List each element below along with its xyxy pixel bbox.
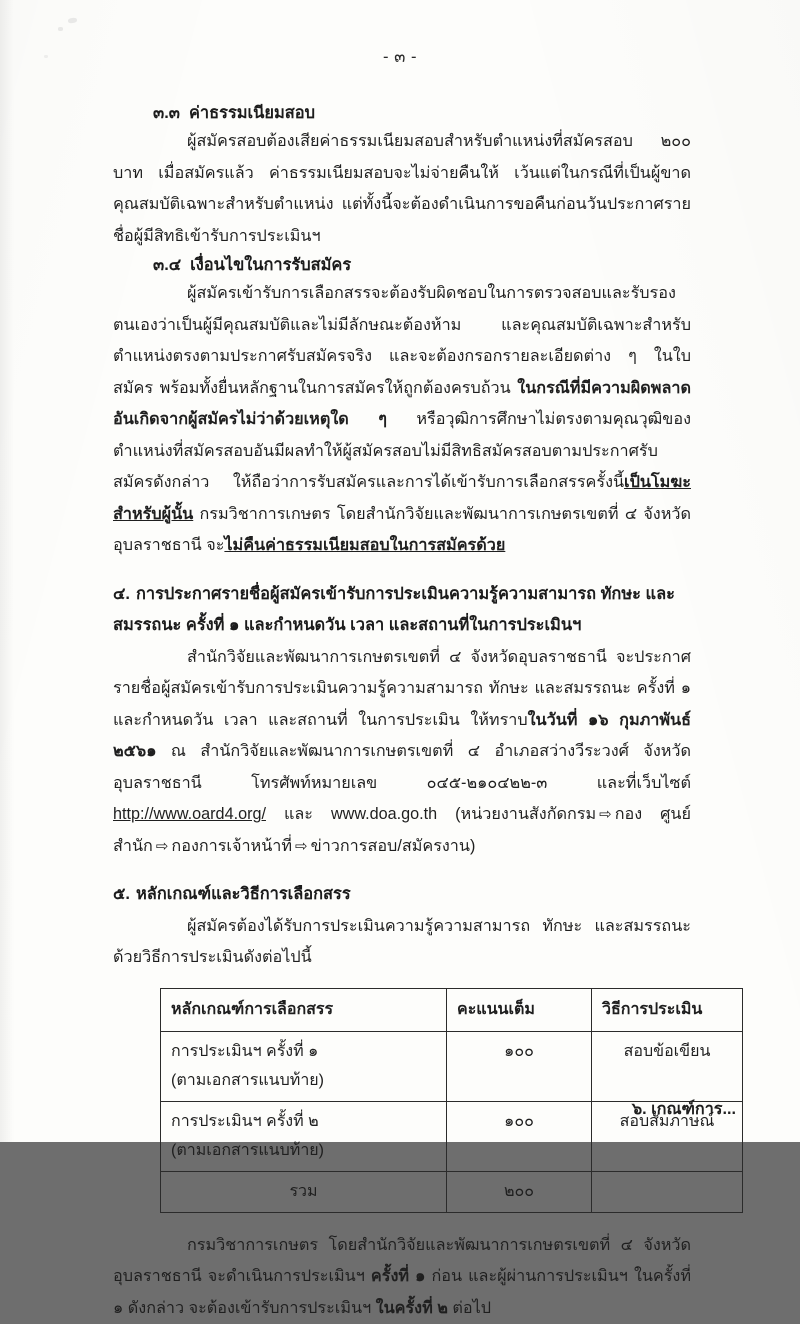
continuation-note: ๖. เกณฑ์การ... xyxy=(632,1096,736,1122)
column-header-method: วิธีการประเมิน xyxy=(592,988,743,1031)
paragraph-4-nav-3: ข่าวการสอบ/สมัครงาน) xyxy=(311,837,476,855)
cell-criteria xyxy=(161,1101,447,1171)
paragraph-4-nav-2: กองการเจ้าหน้าที่ xyxy=(171,837,292,855)
table-row xyxy=(161,1031,743,1101)
paragraph-5-intro xyxy=(113,911,691,974)
heading-3-3-number: ๓.๓ xyxy=(153,104,180,122)
section-gap xyxy=(113,1213,691,1230)
paragraph-3-4-part-3: กรมวิชาการเกษตร โดยสำนักวิจัยและพัฒนาการเกษตรเขตที่ ๔ จังหวัดอุบลราชธานี จะ xyxy=(113,505,691,555)
arrow-right-icon: ⇨ xyxy=(153,838,172,855)
scan-artifact xyxy=(68,17,78,23)
paragraph-3-4-bold-underline-1: เป็นโมฆะสำหรับผู้นั้น xyxy=(113,473,691,523)
paragraph-3-3-text: ผู้สมัครสอบต้องเสียค่าธรรมเนียมสอบสำหรับตำแหน่งที่สมัครสอบ ๒๐๐ บาท เมื่อสมัครแล้ว ค่าธรรมเนียมสอบจะไม่จ่ายคืนให้ เว้นแต่ในกรณีที่เป็นผู้ขาดคุณสมบัติเฉพาะสำหรับตำแหน่ง แต่ทั้งนี้จะต้องดำเนินการขอคืนก่อนวันประกาศรายชื่อผู้มีสิทธิเข้ารับการประเมินฯ xyxy=(113,132,691,245)
scan-artifact xyxy=(58,27,63,31)
paragraph-5-after-part-1: กรมวิชาการเกษตร โดยสำนักวิจัยและพัฒนาการเกษตรเขตที่ ๔ จังหวัดอุบลราชธานี จะดำเนินการประเมินฯ xyxy=(113,1236,691,1286)
cell-criteria xyxy=(161,1031,447,1101)
paragraph-3-4-bold-1: ในกรณีที่มีความผิดพลาดอันเกิดจากผู้สมัครไม่ว่าด้วยเหตุใด ๆ xyxy=(113,379,691,429)
heading-3-4-title: เงื่อนไขในการรับสมัคร xyxy=(190,256,351,274)
cell-criteria-line-2: (ตามเอกสารแนบท้าย) xyxy=(171,1136,436,1165)
paragraph-3-4-bold-underline-2: ไม่คืนค่าธรรมเนียมสอบในการสมัครด้วย xyxy=(224,536,505,554)
heading-3-4 xyxy=(153,252,691,278)
heading-3-3-title: ค่าธรรมเนียมสอบ xyxy=(189,104,315,122)
cell-method: สอบข้อเขียน xyxy=(592,1031,743,1101)
heading-5-number: ๕. xyxy=(113,885,130,903)
cell-total-score: ๒๐๐ xyxy=(447,1171,592,1212)
paragraph-5-after-part-2: ก่อน และผู้ผ่านการประเมินฯ ในครั้งที่ ๑ ดังกล่าว จะต้องเข้ารับการประเมินฯ xyxy=(113,1267,691,1317)
section-gap xyxy=(113,862,691,879)
paragraph-3-4 xyxy=(113,278,691,562)
paragraph-3-4-part-1: ผู้สมัครเข้ารับการเลือกสรรจะต้องรับผิดชอบในการตรวจสอบและรับรองตนเองว่าเป็นผู้มีคุณสมบัติและไม่มีลักษณะต้องห้าม และคุณสมบัติเฉพาะสำหรับตำแหน่งตรงตามประกาศรับสมัครจริง และจะต้องกรอกรายละเอียดต่าง ๆ ในใบสมัคร พร้อมทั้งยื่นหลักฐานในการสมัครให้ถูกต้องครบถ้วน xyxy=(113,284,691,397)
paragraph-4-part-1: สำนักวิจัยและพัฒนาการเกษตรเขตที่ ๔ จังหวัดอุบลราชธานี จะประกาศรายชื่อผู้สมัครเข้ารับการประเมินความรู้ความสามารถ ทักษะ และสมรรถนะ ครั้งที่ ๑ และกำหนดวัน เวลา และสถานที่ ในการประเมิน ให้ทราบ xyxy=(113,648,691,729)
cell-score: ๑๐๐ xyxy=(447,1101,592,1171)
paragraph-4 xyxy=(113,642,691,863)
paragraph-4-part-2: ณ สำนักวิจัยและพัฒนาการเกษตรเขตที่ ๔ อำเภอสว่างวีระวงศ์ จังหวัดอุบลราชธานี โทรศัพท์หมายเลข ๐๔๕-๒๑๐๔๒๒-๓ และที่เว็บไซต์ xyxy=(113,742,691,792)
section-gap xyxy=(113,562,691,579)
heading-3-3 xyxy=(153,100,691,126)
cell-criteria-line-1: การประเมินฯ ครั้งที่ ๑ xyxy=(171,1043,318,1060)
cell-score: ๑๐๐ xyxy=(447,1031,592,1101)
column-header-score: คะแนนเต็ม xyxy=(447,988,592,1031)
table-header-row xyxy=(161,988,743,1031)
heading-3-4-number: ๓.๔ xyxy=(153,256,181,274)
paragraph-5-after-table xyxy=(113,1230,691,1324)
heading-5 xyxy=(113,879,691,911)
paragraph-3-3 xyxy=(113,126,691,252)
cell-total-label: รวม xyxy=(161,1171,447,1212)
cell-criteria-line-1: การประเมินฯ ครั้งที่ ๒ xyxy=(171,1113,319,1130)
scan-edge-shadow xyxy=(0,0,14,1142)
arrow-right-icon: ⇨ xyxy=(292,838,311,855)
arrow-right-icon: ⇨ xyxy=(596,806,615,823)
cell-criteria-line-2: (ตามเอกสารแนบท้าย) xyxy=(171,1066,436,1095)
cell-total-method xyxy=(592,1171,743,1212)
column-header-criteria: หลักเกณฑ์การเลือกสรร xyxy=(161,988,447,1031)
cell-method: สอบสัมภาษณ์ xyxy=(592,1101,743,1171)
heading-4-title: การประกาศรายชื่อผู้สมัครเข้ารับการประเมินความรู้ความสามารถ ทักษะ และสมรรถนะ ครั้งที่ ๑ และกำหนดวัน เวลา และสถานที่ในการประเมินฯ xyxy=(113,585,675,635)
document-body xyxy=(113,100,691,1324)
paragraph-5-after-bold-1: ครั้งที่ ๑ xyxy=(371,1267,425,1285)
table-total-row xyxy=(161,1171,743,1212)
paragraph-3-4-part-2: หรือวุฒิการศึกษาไม่ตรงตามคุณวุฒิของตำแหน่งที่สมัครสอบอันมีผลทำให้ผู้สมัครสอบไม่มีสิทธิสมัครสอบตามประกาศรับสมัครดังกล่าว ให้ถือว่าการรับสมัครและการได้เข้ารับการเลือกสรรครั้งนี้ xyxy=(113,410,691,491)
paragraph-4-part-3: และ www.doa.go.th (หน่วยงานสังกัดกรม xyxy=(266,805,596,823)
paragraph-5-intro-text: ผู้สมัครต้องได้รับการประเมินความรู้ความสามารถ ทักษะ และสมรรถนะ ด้วยวิธีการประเมินดังต่อไปนี้ xyxy=(113,917,691,967)
heading-4 xyxy=(113,579,691,642)
page-number: - ๓ - xyxy=(0,44,800,70)
paragraph-5-after-part-3: ต่อไป xyxy=(448,1299,491,1317)
oard4-website-link[interactable]: http://www.oard4.org/ xyxy=(113,805,266,823)
paragraph-4-bold-date: ในวันที่ ๑๖ กุมภาพันธ์ ๒๕๖๑ xyxy=(113,711,691,761)
heading-4-number: ๔. xyxy=(113,585,130,603)
criteria-table-wrapper xyxy=(160,988,679,1213)
heading-5-title: หลักเกณฑ์และวิธีการเลือกสรร xyxy=(136,885,351,903)
paragraph-4-nav-1: กอง ศูนย์ สำนัก xyxy=(113,805,691,855)
paragraph-5-after-bold-2: ในครั้งที่ ๒ xyxy=(376,1299,448,1317)
